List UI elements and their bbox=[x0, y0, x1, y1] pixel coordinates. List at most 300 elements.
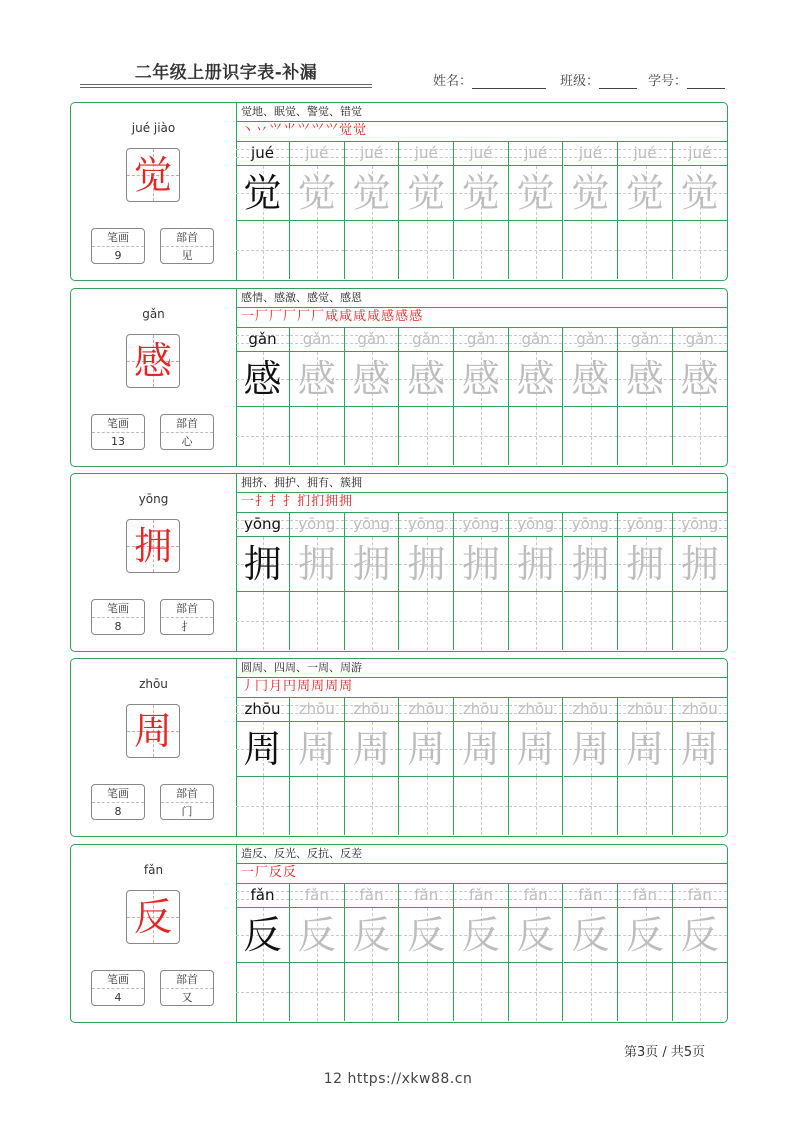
blank-practice-cell[interactable] bbox=[236, 963, 290, 1021]
pinyin-trace: zhōu bbox=[244, 700, 281, 718]
blank-practice-cell[interactable] bbox=[290, 221, 345, 279]
stroke-step: 厂 bbox=[283, 309, 298, 324]
char-trace: 反 bbox=[516, 913, 555, 957]
blank-practice-cell[interactable] bbox=[454, 407, 509, 465]
char-trace: 周 bbox=[352, 727, 391, 771]
blank-practice-cell[interactable] bbox=[399, 407, 454, 465]
stroke-step: 丷 bbox=[255, 123, 270, 138]
blank-practice-cell[interactable] bbox=[236, 777, 290, 835]
char-trace-cell[interactable] bbox=[673, 722, 728, 777]
char-glyph: 周 bbox=[133, 709, 172, 753]
char-trace-cell[interactable] bbox=[673, 352, 728, 407]
char-trace-cell[interactable] bbox=[564, 722, 619, 777]
pinyin-cell bbox=[290, 883, 345, 908]
char-trace-cell[interactable] bbox=[454, 908, 509, 963]
stroke-step: 厂 bbox=[311, 309, 326, 324]
char-trace-cell[interactable] bbox=[454, 722, 509, 777]
blank-practice-cell[interactable] bbox=[564, 407, 619, 465]
pinyin-trace: fǎn bbox=[250, 886, 275, 904]
char-trace: 反 bbox=[297, 913, 336, 957]
char-trace: 周 bbox=[626, 727, 665, 771]
stroke-count-box bbox=[91, 599, 145, 635]
char-trace-cell[interactable] bbox=[345, 166, 400, 221]
stroke-step: 扌 bbox=[283, 494, 298, 509]
char-trace-cell[interactable] bbox=[564, 537, 619, 592]
pinyin-trace: jué bbox=[578, 144, 602, 162]
char-pinyin: fǎn bbox=[143, 863, 164, 877]
stroke-step: 一 bbox=[241, 865, 256, 880]
stroke-step: 月 bbox=[269, 679, 284, 694]
char-trace-cell[interactable] bbox=[618, 537, 673, 592]
character-card bbox=[70, 844, 728, 1023]
blank-practice-cell[interactable] bbox=[564, 777, 619, 835]
radical-value: 心 bbox=[181, 435, 193, 448]
pinyin-cell bbox=[290, 141, 345, 166]
char-trace-cell[interactable] bbox=[509, 537, 564, 592]
stroke-step: 感 bbox=[395, 309, 410, 324]
stroke-count-box bbox=[91, 784, 145, 820]
name-blank[interactable] bbox=[472, 74, 546, 89]
blank-practice-cell[interactable] bbox=[564, 592, 619, 650]
stroke-step: 厂 bbox=[255, 309, 270, 324]
pinyin-trace: yōng bbox=[571, 515, 609, 533]
blank-practice-cell[interactable] bbox=[564, 963, 619, 1021]
pinyin-cell bbox=[618, 883, 673, 908]
blank-practice-cell[interactable] bbox=[509, 777, 564, 835]
pinyin-trace: jué bbox=[524, 144, 548, 162]
stroke-step: 拥 bbox=[339, 494, 354, 509]
stroke-step: 丶 bbox=[241, 123, 256, 138]
char-trace: 周 bbox=[680, 727, 719, 771]
char-trace: 觉 bbox=[680, 171, 719, 215]
blank-practice-cell[interactable] bbox=[290, 407, 345, 465]
pinyin-trace: jué bbox=[305, 144, 329, 162]
stroke-step: 厂 bbox=[269, 309, 284, 324]
character-card bbox=[70, 658, 728, 837]
char-trace-cell[interactable] bbox=[236, 537, 290, 592]
pinyin-cell bbox=[345, 883, 400, 908]
pinyin-cell bbox=[454, 512, 509, 537]
pinyin-cell bbox=[673, 512, 728, 537]
blank-practice-cell[interactable] bbox=[509, 407, 564, 465]
blank-practice-cell[interactable] bbox=[399, 777, 454, 835]
radical-box bbox=[160, 970, 214, 1006]
stroke-count-value: 8 bbox=[114, 805, 122, 818]
stroke-step: 咸 bbox=[353, 309, 368, 324]
pinyin-cell bbox=[509, 327, 564, 352]
stroke-order bbox=[236, 307, 727, 328]
char-trace: 拥 bbox=[297, 542, 336, 586]
stroke-step: 扌 bbox=[255, 494, 270, 509]
char-trace-cell[interactable] bbox=[618, 908, 673, 963]
char-trace: 感 bbox=[626, 357, 665, 401]
char-trace-cell[interactable] bbox=[509, 722, 564, 777]
pinyin-trace: gǎn bbox=[685, 330, 714, 348]
char-trace: 感 bbox=[516, 357, 555, 401]
char-trace-cell[interactable] bbox=[236, 722, 290, 777]
blank-practice-cell[interactable] bbox=[618, 777, 673, 835]
radical-label: 部首 bbox=[161, 971, 213, 989]
stroke-order bbox=[236, 863, 727, 884]
char-trace-cell[interactable] bbox=[290, 537, 345, 592]
char-trace-cell[interactable] bbox=[236, 908, 290, 963]
char-pinyin: yōng bbox=[138, 492, 169, 506]
number-field[interactable] bbox=[648, 70, 725, 89]
blank-practice-cell[interactable] bbox=[399, 592, 454, 650]
pinyin-cell bbox=[564, 141, 619, 166]
blank-practice-cell[interactable] bbox=[509, 221, 564, 279]
char-trace: 觉 bbox=[516, 171, 555, 215]
class-blank[interactable] bbox=[599, 74, 637, 89]
pinyin-trace: gǎn bbox=[576, 330, 605, 348]
blank-practice-cell[interactable] bbox=[236, 407, 290, 465]
char-pinyin: zhōu bbox=[139, 677, 168, 691]
pinyin-trace: jué bbox=[251, 144, 274, 162]
stroke-count-value: 9 bbox=[114, 249, 122, 262]
pinyin-cell bbox=[345, 327, 400, 352]
pinyin-trace: yōng bbox=[407, 515, 445, 533]
char-trace: 拥 bbox=[571, 542, 610, 586]
practice-grid bbox=[236, 327, 727, 466]
pinyin-cell bbox=[454, 141, 509, 166]
stroke-step: 拥 bbox=[325, 494, 340, 509]
pinyin-cell bbox=[618, 141, 673, 166]
pinyin-cell bbox=[345, 141, 400, 166]
radical-label: 部首 bbox=[161, 415, 213, 433]
blank-practice-cell[interactable] bbox=[236, 592, 290, 650]
pinyin-trace: fǎn bbox=[468, 886, 493, 904]
blank-practice-cell[interactable] bbox=[345, 963, 400, 1021]
pinyin-trace: fǎn bbox=[359, 886, 384, 904]
char-trace-cell[interactable] bbox=[399, 908, 454, 963]
radical-value: 门 bbox=[181, 805, 193, 818]
practice-grid bbox=[236, 883, 727, 1022]
char-trace-cell[interactable] bbox=[399, 352, 454, 407]
char-trace-cell[interactable] bbox=[345, 352, 400, 407]
blank-practice-cell[interactable] bbox=[290, 777, 345, 835]
char-trace: 觉 bbox=[297, 171, 336, 215]
blank-practice-cell[interactable] bbox=[290, 592, 345, 650]
char-trace-cell[interactable] bbox=[673, 537, 728, 592]
stroke-count-label: 笔画 bbox=[92, 415, 144, 433]
char-box bbox=[126, 334, 180, 388]
stroke-count-value: 13 bbox=[111, 435, 125, 448]
stroke-step: 丿 bbox=[241, 679, 256, 694]
blank-practice-cell[interactable] bbox=[509, 963, 564, 1021]
char-trace-cell[interactable] bbox=[673, 908, 728, 963]
pinyin-cell bbox=[618, 327, 673, 352]
stroke-count-label: 笔画 bbox=[92, 971, 144, 989]
radical-label: 部首 bbox=[161, 785, 213, 803]
char-trace: 周 bbox=[461, 727, 500, 771]
pinyin-cell bbox=[290, 512, 345, 537]
char-box bbox=[126, 890, 180, 944]
card-info-panel bbox=[71, 289, 237, 466]
char-trace-cell[interactable] bbox=[290, 722, 345, 777]
practice-grid bbox=[236, 512, 727, 651]
pinyin-cell bbox=[564, 327, 619, 352]
char-trace: 反 bbox=[243, 913, 282, 957]
pinyin-trace: zhōu bbox=[353, 700, 390, 718]
blank-practice-cell[interactable] bbox=[673, 777, 728, 835]
char-trace-cell[interactable] bbox=[618, 352, 673, 407]
blank-practice-cell[interactable] bbox=[673, 592, 728, 650]
stroke-step: ⺍ bbox=[311, 123, 326, 138]
stroke-order bbox=[236, 121, 727, 142]
blank-practice-cell[interactable] bbox=[618, 407, 673, 465]
char-trace: 觉 bbox=[407, 171, 446, 215]
page-title: 二年级上册识字表-补漏 bbox=[134, 63, 318, 83]
stroke-count-label: 笔画 bbox=[92, 785, 144, 803]
pinyin-cell bbox=[509, 512, 564, 537]
char-trace-cell[interactable] bbox=[399, 722, 454, 777]
example-words: 造反、反光、反抗、反差 bbox=[236, 845, 727, 864]
pinyin-cell bbox=[236, 697, 290, 722]
radical-value: 见 bbox=[181, 249, 193, 262]
pinyin-trace: gǎn bbox=[521, 330, 550, 348]
char-trace-cell[interactable] bbox=[345, 908, 400, 963]
stroke-step: 觉 bbox=[353, 123, 368, 138]
blank-practice-cell[interactable] bbox=[454, 963, 509, 1021]
number-blank[interactable] bbox=[687, 74, 725, 89]
pinyin-trace: gǎn bbox=[412, 330, 441, 348]
blank-practice-cell[interactable] bbox=[673, 221, 728, 279]
pinyin-trace: yōng bbox=[681, 515, 719, 533]
stroke-step: 厂 bbox=[297, 309, 312, 324]
blank-practice-cell[interactable] bbox=[345, 777, 400, 835]
char-trace-cell[interactable] bbox=[564, 352, 619, 407]
pinyin-cell bbox=[454, 697, 509, 722]
char-trace-cell[interactable] bbox=[564, 166, 619, 221]
char-trace-cell[interactable] bbox=[399, 537, 454, 592]
char-trace: 感 bbox=[407, 357, 446, 401]
char-trace: 觉 bbox=[571, 171, 610, 215]
blank-practice-cell[interactable] bbox=[673, 963, 728, 1021]
stroke-count-box bbox=[91, 228, 145, 264]
char-trace: 觉 bbox=[626, 171, 665, 215]
char-pinyin: gǎn bbox=[142, 307, 165, 321]
example-words: 圆周、四周、一周、周游 bbox=[236, 659, 727, 678]
pinyin-trace: gǎn bbox=[302, 330, 331, 348]
pinyin-cell bbox=[454, 327, 509, 352]
pinyin-trace: zhōu bbox=[626, 700, 664, 718]
practice-panel bbox=[236, 103, 727, 280]
stroke-step: ⺍ bbox=[297, 123, 312, 138]
card-info-panel bbox=[71, 659, 237, 836]
char-trace: 反 bbox=[626, 913, 665, 957]
char-trace: 感 bbox=[297, 357, 336, 401]
radical-label: 部首 bbox=[161, 600, 213, 618]
char-trace-cell[interactable] bbox=[509, 166, 564, 221]
stroke-step: 觉 bbox=[339, 123, 354, 138]
pinyin-cell bbox=[673, 327, 728, 352]
stroke-step: 咸 bbox=[367, 309, 382, 324]
char-trace-cell[interactable] bbox=[454, 352, 509, 407]
pinyin-trace: gǎn bbox=[357, 330, 386, 348]
stroke-step: 扌 bbox=[269, 494, 284, 509]
blank-practice-cell[interactable] bbox=[399, 221, 454, 279]
stroke-order bbox=[236, 492, 727, 513]
blank-practice-cell[interactable] bbox=[454, 777, 509, 835]
stroke-step: 感 bbox=[409, 309, 424, 324]
char-trace-cell[interactable] bbox=[618, 166, 673, 221]
practice-panel bbox=[236, 845, 727, 1022]
stroke-step: ⺌ bbox=[283, 123, 298, 138]
pinyin-trace: jué bbox=[688, 144, 712, 162]
char-trace-cell[interactable] bbox=[290, 166, 345, 221]
page-header bbox=[0, 0, 796, 100]
char-trace-cell[interactable] bbox=[509, 352, 564, 407]
char-trace-cell[interactable] bbox=[290, 908, 345, 963]
blank-practice-cell[interactable] bbox=[618, 221, 673, 279]
practice-panel bbox=[236, 474, 727, 651]
pinyin-cell bbox=[399, 327, 454, 352]
char-box bbox=[126, 704, 180, 758]
char-trace: 感 bbox=[680, 357, 719, 401]
blank-practice-cell[interactable] bbox=[564, 221, 619, 279]
class-label: 班级： bbox=[560, 74, 600, 89]
pinyin-trace: yōng bbox=[462, 515, 500, 533]
radical-box bbox=[160, 414, 214, 450]
pinyin-cell bbox=[673, 141, 728, 166]
char-trace-cell[interactable] bbox=[399, 166, 454, 221]
pinyin-trace: yōng bbox=[243, 515, 282, 533]
char-trace-cell[interactable] bbox=[345, 722, 400, 777]
pinyin-trace: zhōu bbox=[572, 700, 609, 718]
blank-practice-cell[interactable] bbox=[345, 592, 400, 650]
class-field[interactable] bbox=[560, 70, 637, 89]
char-trace-cell[interactable] bbox=[673, 166, 728, 221]
radical-value: 扌 bbox=[181, 620, 193, 633]
pinyin-trace: jué bbox=[469, 144, 493, 162]
char-trace: 觉 bbox=[461, 171, 500, 215]
char-trace-cell[interactable] bbox=[454, 537, 509, 592]
char-trace: 拥 bbox=[516, 542, 555, 586]
char-trace-cell[interactable] bbox=[618, 722, 673, 777]
pinyin-trace: zhōu bbox=[517, 700, 554, 718]
char-trace: 周 bbox=[407, 727, 446, 771]
char-trace: 拥 bbox=[352, 542, 391, 586]
blank-practice-cell[interactable] bbox=[345, 221, 400, 279]
char-trace: 反 bbox=[680, 913, 719, 957]
pinyin-cell bbox=[290, 697, 345, 722]
name-field[interactable] bbox=[433, 70, 546, 89]
blank-practice-cell[interactable] bbox=[290, 963, 345, 1021]
blank-practice-cell[interactable] bbox=[399, 963, 454, 1021]
blank-practice-cell[interactable] bbox=[618, 592, 673, 650]
pinyin-cell bbox=[564, 883, 619, 908]
char-trace: 觉 bbox=[243, 171, 282, 215]
char-box bbox=[126, 519, 180, 573]
stroke-step: 反 bbox=[269, 865, 284, 880]
stroke-step: ⺍ bbox=[325, 123, 340, 138]
char-trace: 反 bbox=[461, 913, 500, 957]
character-card bbox=[70, 102, 728, 281]
pinyin-cell bbox=[399, 512, 454, 537]
char-trace-cell[interactable] bbox=[236, 166, 290, 221]
practice-grid bbox=[236, 697, 727, 836]
pinyin-trace: jué bbox=[360, 144, 383, 162]
stroke-count-label: 笔画 bbox=[92, 600, 144, 618]
radical-label: 部首 bbox=[161, 229, 213, 247]
stroke-step: 感 bbox=[381, 309, 396, 324]
pinyin-cell bbox=[509, 141, 564, 166]
char-trace-cell[interactable] bbox=[290, 352, 345, 407]
stroke-step: 扪 bbox=[297, 494, 312, 509]
pinyin-trace: zhōu bbox=[681, 700, 718, 718]
example-words: 感情、感激、感觉、感恩 bbox=[236, 289, 727, 308]
blank-practice-cell[interactable] bbox=[618, 963, 673, 1021]
char-trace: 感 bbox=[571, 357, 610, 401]
char-box bbox=[126, 148, 180, 202]
pinyin-cell bbox=[236, 512, 290, 537]
stroke-step: ⺍ bbox=[269, 123, 284, 138]
char-trace: 拥 bbox=[407, 542, 446, 586]
pinyin-trace: fǎn bbox=[414, 886, 439, 904]
footer-url: 12 https://xkw88.cn bbox=[323, 1071, 473, 1087]
blank-practice-cell[interactable] bbox=[509, 592, 564, 650]
char-trace-cell[interactable] bbox=[236, 352, 290, 407]
blank-practice-cell[interactable] bbox=[236, 221, 290, 279]
char-trace: 周 bbox=[571, 727, 610, 771]
char-trace: 反 bbox=[407, 913, 446, 957]
stroke-count-box bbox=[91, 970, 145, 1006]
pinyin-trace: fǎn bbox=[304, 886, 329, 904]
pinyin-trace: fǎn bbox=[523, 886, 548, 904]
stroke-step: 咸 bbox=[325, 309, 340, 324]
char-trace-cell[interactable] bbox=[345, 537, 400, 592]
page-number: 第3页 / 共5页 bbox=[624, 1045, 706, 1060]
pinyin-cell bbox=[236, 327, 290, 352]
title-underline-2 bbox=[80, 87, 372, 88]
char-trace: 周 bbox=[297, 727, 336, 771]
char-trace-cell[interactable] bbox=[454, 166, 509, 221]
blank-practice-cell[interactable] bbox=[673, 407, 728, 465]
stroke-step: 扪 bbox=[311, 494, 326, 509]
pinyin-trace: yōng bbox=[626, 515, 664, 533]
char-trace: 反 bbox=[571, 913, 610, 957]
stroke-count-box bbox=[91, 414, 145, 450]
stroke-step: 反 bbox=[283, 865, 298, 880]
char-trace: 拥 bbox=[680, 542, 719, 586]
char-glyph: 反 bbox=[133, 895, 172, 939]
pinyin-trace: yōng bbox=[352, 515, 391, 533]
pinyin-cell bbox=[345, 697, 400, 722]
char-trace: 反 bbox=[352, 913, 391, 957]
pinyin-trace: jué bbox=[414, 144, 438, 162]
stroke-step: 咸 bbox=[339, 309, 354, 324]
stroke-step: 周 bbox=[311, 679, 326, 694]
stroke-step: 一 bbox=[241, 494, 256, 509]
pinyin-trace: fǎn bbox=[578, 886, 603, 904]
char-trace-cell[interactable] bbox=[564, 908, 619, 963]
pinyin-trace: gǎn bbox=[248, 330, 277, 348]
radical-box bbox=[160, 784, 214, 820]
pinyin-cell bbox=[236, 883, 290, 908]
character-card bbox=[70, 473, 728, 652]
pinyin-cell bbox=[454, 883, 509, 908]
card-info-panel bbox=[71, 474, 237, 651]
practice-panel bbox=[236, 659, 727, 836]
char-trace-cell[interactable] bbox=[509, 908, 564, 963]
blank-practice-cell[interactable] bbox=[345, 407, 400, 465]
pinyin-cell bbox=[618, 512, 673, 537]
blank-practice-cell[interactable] bbox=[454, 221, 509, 279]
blank-practice-cell[interactable] bbox=[454, 592, 509, 650]
pinyin-cell bbox=[564, 512, 619, 537]
pinyin-trace: yōng bbox=[517, 515, 555, 533]
pinyin-cell bbox=[509, 697, 564, 722]
